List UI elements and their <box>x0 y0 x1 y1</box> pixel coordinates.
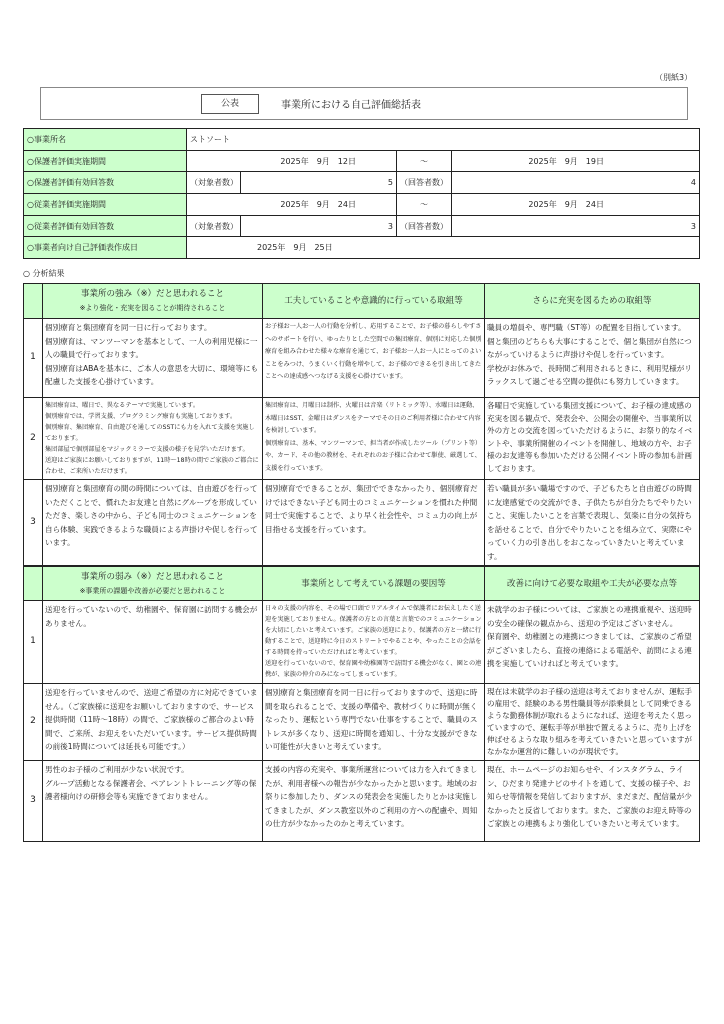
info-row-staff-period <box>24 194 700 216</box>
target-label: （対象者数） <box>187 172 241 194</box>
parent-answer: 4 <box>452 172 700 194</box>
staff-target: 3 <box>241 215 397 237</box>
table-row <box>24 398 700 480</box>
cell-text: 送迎を行っていないので、幼稚園や、保育園に訪問する機会がありません。 <box>45 605 258 628</box>
cell-text: 現在、ホームページのお知らせや、インスタグラム、ライン、ひだまり発達ナビのサイトを通して、支援の様子や、お知らせ等情報を発信しておりますが、まだまだ、配信量が少なかったと反省しております。また、ご家族のお迎え時等のご家族との連携もより強化していきたいと考えています。 <box>487 765 692 828</box>
cell-text: 個別療育でできることが、集団でできなかったり、個別療育だけではできない子ども同士のコミュニケーションを慣れた仲間同士で実施することで、より早く社会性や、コミュ力の向上が目指せる支援を行っています。 <box>265 484 478 534</box>
parent-target: 5 <box>241 172 397 194</box>
cell-text: 個別療育と集団療育を同一日に行っておりますので、送迎に時間を取られることで、支援の準備や、教材づくりに時間が無くなったり、運転という専門でない仕事をすることで、職員のストレスが多くなり、送迎に時間を通知し、十分な支援ができない可能性が大きいと考えています。 <box>265 688 478 751</box>
parent-count-label: ○保護者評価有効回答数 <box>24 172 187 194</box>
strengths-table <box>23 283 700 566</box>
created-label: ○事業者向け自己評価表作成日 <box>24 237 187 259</box>
cell-text: 男性のお子様のご利用が少ない状況です。 グループ活動となる保護者会、ペアレントトレーニング等の保護者様向けの研修会等も実施できておりません。 <box>45 765 257 801</box>
parent-period-label: ○保護者評価実施期間 <box>24 150 187 172</box>
cell-text: 集団療育は、月曜日は制作、火曜日は音楽（リトミック等）、水曜日は運動、木曜日はSST、金曜日はダンスをテーマでその日のご利用者様に合わせて内容を検討しています。 個別療育は、基本、マンツーマンで、担当者が作成したツール（プリント等）や、カード、その他の教材を、それぞれのお子様に合わせて駆使、厳選して、支援を行っています。 <box>265 402 482 472</box>
table-row <box>24 601 700 684</box>
cell-text: お子様お一人お一人の行動を分析し、応用することで、お子様の暮らしやすさへのサポートを行い、ゆったりとした空間での集団療育、個別に対応した個別療育を組み合わせた様々な療育を通じて、お子様お一人お一人にとってのよいことをみつけ、うまくいく行動を増やして、お子様のできるを引き出してきたことへの達成感へつなげる支援を心掛けています。 <box>265 323 482 380</box>
cell-text: 職員の増員や、専門職（ST等）の配置を目指しています。 個と集団のどちらも大事にすることで、個と集団が自然につながっていけるように声掛けや促しを行っています。 学校がお休みで、長時間ご利用されるときに、利用児様がリラックスして過ごせる空間の提供にも努力していきます。 <box>487 323 692 386</box>
staff-start: 2025年 9月 24日 <box>187 194 397 216</box>
page-title: 事業所における自己評価総括表 <box>281 100 421 111</box>
info-row-parent-period <box>24 150 700 172</box>
row-number: 1 <box>24 319 43 398</box>
causes-header: 事業所として考えている課題の要因等 <box>263 567 485 601</box>
target-label: （対象者数） <box>187 215 241 237</box>
answer-label: （回答者数） <box>397 172 452 194</box>
num-header <box>24 567 43 601</box>
cell-text: 現在は未就学のお子様の送迎は考えておりませんが、運転手の雇用で、経験のある男性職員等が添乗員として同乗できるような勤務体制が取れるようになれば、送迎を考えたく思っていますので、運転手等が単独で置えるように、売り上げを伸ばせるような取り組みを考えていきたいと思っていますがなかなか運営的に難しいのが現状です。 <box>487 687 693 756</box>
table-row <box>24 684 700 761</box>
weaknesses-header: 事業所の弱み（※）だと思われること ※事業所の課題や改善が必要だと思われること <box>43 567 263 601</box>
row-number: 1 <box>24 601 43 684</box>
strengths-header: 事業所の強み（※）だと思われること ※より強化・充実を図ることが期待されること <box>43 284 263 319</box>
cell-text: 未就学のお子様については、ご家族との連携重視や、送迎時の安全の確保の観点から、送迎の予定はございません。 保育園や、幼稚園との連携につきましては、ご家族のご希望がございましたら、直接の連絡による電話や、訪問による連携を実施していければと考えています。 <box>487 605 692 668</box>
table-row <box>24 319 700 398</box>
tilde: ～ <box>397 150 452 172</box>
info-table <box>23 128 700 259</box>
cell-text: 支援の内容の充実や、事業所運営については力を入れてきましたが、利用者様への報告が少なかったかと思います。地域のお祭りに参加したり、ダンスの発表会を実施したりとかは実施してきましたが、ダンス教室以外のご利用の方への配慮や、周知の仕方が少なかったのかと考えています。 <box>265 765 478 828</box>
weaknesses-table <box>23 566 700 842</box>
cell-text: 日々の支援の内容を、その場で口頭でリアルタイムで保護者にお伝えしたく送迎を実施しておりません。保護者の方との言葉と言葉でのコミュニケーションを大切にしたいと考えています。ご家族の送迎により、保護者の方と一緒に行動することで、送迎時に今日のストリートでやることや、やったことの会話をする時間を持っていただければと考えています。 送迎を行っていないので、保育園や幼稚園等で訪問する機会がなく、園との連携が、家族の仲介のみになってしまっています。 <box>265 605 482 678</box>
office-name-label: ○事業所名 <box>24 129 187 151</box>
annex-label: （別紙3） <box>655 73 693 82</box>
table-row <box>24 480 700 566</box>
cell-text: 個別療育と集団療育を同一日に行っております。 個別療育は、マンツーマンを基本として、一人の利用児様に一人の職員で行っております。 個別療育はABAを基本に、ご本人の意思を大切に、環境等にも配慮した支援を心掛けています。 <box>45 323 259 386</box>
info-row-staff-count <box>24 215 700 237</box>
staff-answer: 3 <box>452 215 700 237</box>
cell-text: 集団療育は、曜日で、異なるテーマで実施しています。 個別療育では、学習支援、プログラミング療育も実施しております。 個別療育、集団療育、自由遊びを通してのSSTにも力を入れて支援を実施しております。 集団部屋で個別部屋をマジックミラーで支援の様子を見学いただけます。 送迎はご家族にお願いしておりますが、11時～18時の間でご家族のご都合に合わせ、ご来所いただけます。 <box>45 402 259 475</box>
row-number: 2 <box>24 398 43 480</box>
num-header <box>24 284 43 319</box>
tilde: ～ <box>397 194 452 216</box>
further-header: さらに充実を図るための取組等 <box>485 284 700 319</box>
row-number: 3 <box>24 480 43 566</box>
staff-count-label: ○従業者評価有効回答数 <box>24 215 187 237</box>
staff-end: 2025年 9月 24日 <box>452 194 700 216</box>
parent-end: 2025年 9月 19日 <box>452 150 700 172</box>
table-row <box>24 761 700 842</box>
cell-text: 各曜日で実施している集団支援について、お子様の達成感の充実を図る観点で、発表会や、公開会の開催や、当事業所以外の方との交流を図っていただけるように、お祭り的なイベントや、事業所開催のイベントを開催し、地域の方や、お子様のお友達等も参加いただける公開イベント時の参加も計画しております。 <box>487 401 693 473</box>
info-row-parent-count <box>24 172 700 194</box>
parent-start: 2025年 9月 12日 <box>187 150 397 172</box>
answer-label: （回答者数） <box>397 215 452 237</box>
info-row-created <box>24 237 700 259</box>
office-name: ストソート <box>187 129 700 151</box>
cell-text: 若い職員が多い職場ですので、子どもたちと自由遊びの時間に友達感覚での交流ができ、子供たちが自分たちでやりたいこと、実施したいことを言葉で表現し、気楽に自分の気持ちを話せることで、自分でやりたいことを組み立て、実際にやっていく力の引き出しをおこなっていきたいと考えています。 <box>487 484 693 561</box>
public-label: 公表 <box>201 94 259 114</box>
info-row-office <box>24 129 700 151</box>
staff-period-label: ○従業者評価実施期間 <box>24 194 187 216</box>
efforts-header: 工夫していることや意識的に行っている取組等 <box>263 284 485 319</box>
row-number: 2 <box>24 684 43 761</box>
cell-text: 個別療育と集団療育の間の時間については、自由遊びを行っていただくことで、慣れたお友達と自然にグループを形成していただき、楽しさの中から、子ども同士のコミュニケーションを自ら体験、実践できるような職員による声掛けや促しを行っています。 <box>45 484 258 547</box>
created-date: 2025年 9月 25日 <box>187 237 700 259</box>
analysis-label: ○ 分析結果 <box>23 269 65 278</box>
row-number: 3 <box>24 761 43 842</box>
cell-text: 送迎を行っていませんので、送迎ご希望の方に対応できていません。（ご家族様に送迎をお願いしておりますので、サービス提供時間（11時～18時）の間で、ご家族様のご都合のよい時間で、ご来所、お迎えをいただいています。サービス提供時間の前後1時間については延長も可能です。） <box>45 688 258 751</box>
improvements-header: 改善に向けて必要な取組や工夫が必要な点等 <box>485 567 700 601</box>
title-box <box>40 87 688 120</box>
